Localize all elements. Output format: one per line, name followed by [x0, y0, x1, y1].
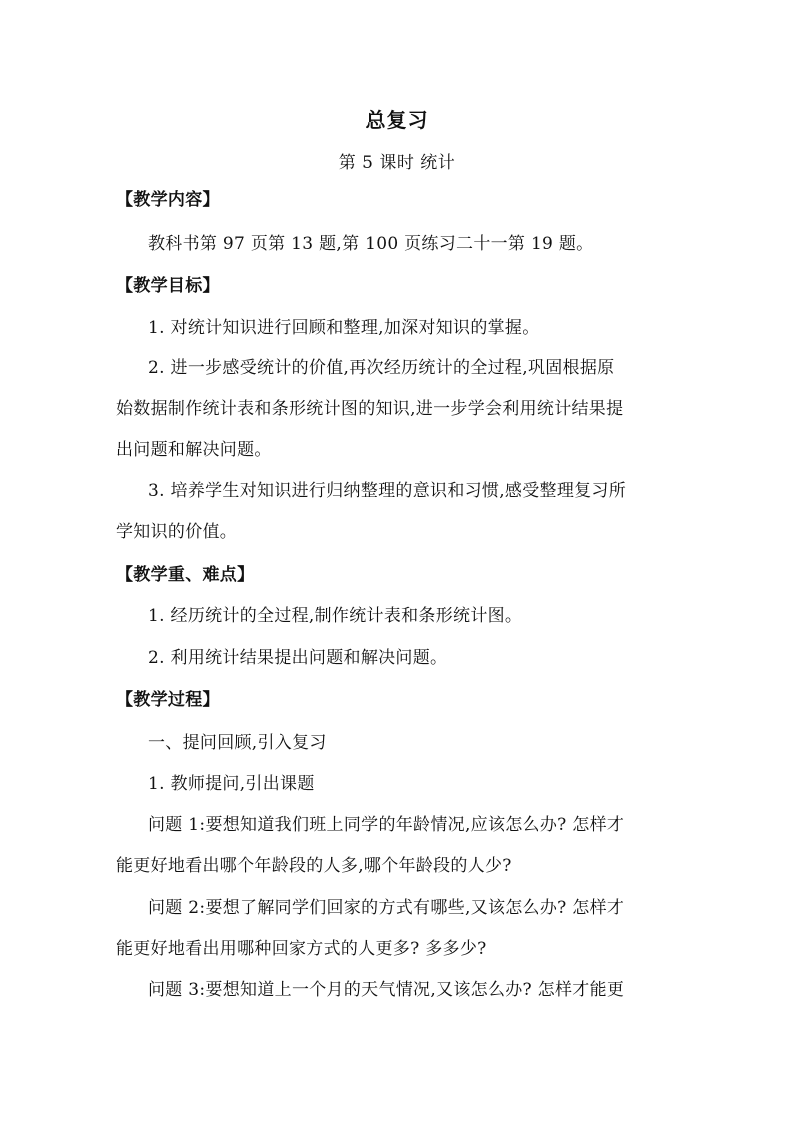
- paragraph-line: 能更好地看出哪个年龄段的人多,哪个年龄段的人少?: [116, 856, 512, 876]
- page-title: 总复习: [365, 108, 429, 132]
- paragraph-line: 学知识的价值。: [116, 522, 238, 542]
- paragraph-line: 2. 进一步感受统计的价值,再次经历统计的全过程,巩固根据原: [148, 358, 615, 378]
- paragraph-line: 始数据制作统计表和条形统计图的知识,进一步学会利用统计结果提: [116, 399, 624, 419]
- paragraph-line: 能更好地看出用哪种回家方式的人更多? 多多少?: [116, 939, 487, 959]
- section-heading-content: 【教学内容】: [116, 190, 220, 210]
- paragraph-line: 问题 2:要想了解同学们回家的方式有哪些,又该怎么办? 怎样才: [148, 898, 625, 918]
- lesson-subtitle: 第 5 课时 统计: [338, 153, 456, 173]
- paragraph-line: 1. 对统计知识进行回顾和整理,加深对知识的掌握。: [148, 318, 540, 338]
- paragraph-line: 问题 3:要想知道上一个月的天气情况,又该怎么办? 怎样才能更: [148, 980, 625, 1000]
- paragraph-line: 1. 教师提问,引出课题: [148, 774, 315, 794]
- paragraph-line: 出问题和解决问题。: [116, 440, 272, 460]
- section-heading-key-points: 【教学重、难点】: [116, 565, 255, 585]
- paragraph-line: 一、提问回顾,引入复习: [148, 733, 327, 753]
- paragraph-line: 2. 利用统计结果提出问题和解决问题。: [148, 648, 448, 668]
- section-heading-objectives: 【教学目标】: [116, 276, 220, 296]
- paragraph-line: 3. 培养学生对知识进行归纳整理的意识和习惯,感受整理复习所: [148, 481, 627, 501]
- section-heading-process: 【教学过程】: [116, 690, 220, 710]
- paragraph-line: 1. 经历统计的全过程,制作统计表和条形统计图。: [148, 606, 523, 626]
- paragraph-line: 教科书第 97 页第 13 题,第 100 页练习二十一第 19 题。: [148, 234, 594, 254]
- paragraph-line: 问题 1:要想知道我们班上同学的年龄情况,应该怎么办? 怎样才: [148, 815, 625, 835]
